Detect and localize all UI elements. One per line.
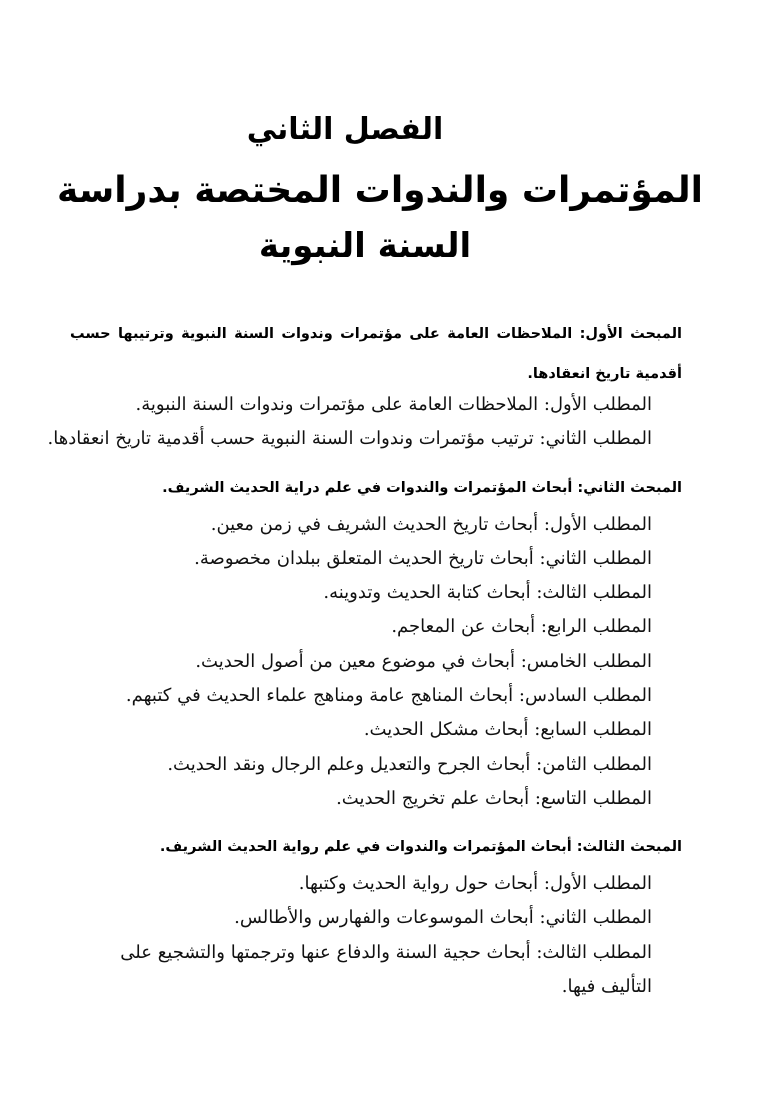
section-2-item-4: المطلب الرابع: أبحاث عن المعاجم.: [391, 616, 652, 637]
item-label: المطلب الرابع: [546, 616, 652, 637]
chapter-label: الفصل الثاني: [246, 112, 444, 147]
section-2-item-6: المطلب السادس: أبحاث المناهج عامة ومناهج علماء الحديث في كتبهم.: [125, 685, 652, 706]
section-2-item-8: المطلب الثامن: أبحاث الجرح والتعديل وعلم الرجال ونقد الحديث.: [167, 754, 652, 775]
item-label: المطلب الأول: [549, 394, 652, 415]
item-text: أبحاث تاريخ الحديث المتعلق ببلدان مخصوصة.: [194, 548, 534, 569]
item-text: الملاحظات العامة على مؤتمرات وندوات السنة النبوية.: [135, 394, 539, 415]
item-text: أبحاث حول رواية الحديث وكتبها.: [298, 873, 539, 894]
section-2-item-7: المطلب السابع: أبحاث مشكل الحديث.: [363, 719, 652, 740]
section-heading-3: المبحث الثالث: أبحاث المؤتمرات والندوات في علم رواية الحديث الشريف.: [159, 839, 682, 855]
item-label: المطلب الثالث: [542, 942, 652, 963]
item-label: المطلب السادس: [524, 685, 652, 706]
item-text: أبحاث مشكل الحديث.: [363, 719, 529, 740]
item-text: أبحاث كتابة الحديث وتدوينه.: [323, 582, 531, 603]
item-text: أبحاث تاريخ الحديث الشريف في زمن معين.: [210, 514, 539, 535]
item-text: أبحاث الموسوعات والفهارس والأطالس.: [234, 907, 534, 928]
item-label: المطلب السابع: [540, 719, 652, 740]
section-3-item-3: المطلب الثالث: أبحاث حجية السنة والدفاع عنها وترجمتها والتشجيع على التأليف فيها.: [120, 942, 652, 997]
section-1-item-1: المطلب الأول: الملاحظات العامة على مؤتمرات وندوات السنة النبوية.: [135, 394, 652, 415]
item-label: المطلب الثاني: [545, 548, 652, 569]
item-text: أبحاث المناهج عامة ومناهج علماء الحديث في كتبهم.: [125, 685, 514, 706]
item-label: المطلب الثاني: [545, 428, 652, 449]
item-label: المطلب الثامن: [542, 754, 652, 775]
item-label: المطلب الأول: [549, 514, 652, 535]
section-3-item-1: المطلب الأول: أبحاث حول رواية الحديث وكتبها.: [298, 873, 652, 894]
item-text: أبحاث الجرح والتعديل وعلم الرجال ونقد الحديث.: [167, 754, 531, 775]
section-2-item-2: المطلب الثاني: أبحاث تاريخ الحديث المتعلق ببلدان مخصوصة.: [194, 548, 652, 569]
chapter-title-line-2: السنة النبوية: [258, 226, 472, 266]
item-text: أبحاث علم تخريج الحديث.: [336, 788, 530, 809]
section-2-item-9: المطلب التاسع: أبحاث علم تخريج الحديث.: [336, 788, 652, 809]
item-label: المطلب الثالث: [542, 582, 652, 603]
item-label: المطلب الثاني: [545, 907, 652, 928]
item-text: أبحاث عن المعاجم.: [391, 616, 536, 637]
section-heading-2: المبحث الثاني: أبحاث المؤتمرات والندوات في علم دراية الحديث الشريف.: [162, 480, 682, 496]
section-2-item-3: المطلب الثالث: أبحاث كتابة الحديث وتدوينه.: [323, 582, 652, 603]
item-text: أبحاث حجية السنة والدفاع عنها وترجمتها والتشجيع على التأليف فيها.: [120, 942, 652, 997]
item-text: ترتيب مؤتمرات وندوات السنة النبوية حسب أقدمية تاريخ انعقادها.: [47, 428, 534, 449]
section-heading-1: المبحث الأول: الملاحظات العامة على مؤتمرات وندوات السنة النبوية وترتيبها حسب أقدمية تاريخ انعقادها.: [70, 326, 682, 382]
section-3-item-2: المطلب الثاني: أبحاث الموسوعات والفهارس والأطالس.: [234, 907, 652, 928]
item-label: المطلب التاسع: [540, 788, 652, 809]
section-1-item-2: المطلب الثاني: ترتيب مؤتمرات وندوات السنة النبوية حسب أقدمية تاريخ انعقادها.: [47, 428, 652, 449]
item-text: أبحاث في موضوع معين من أصول الحديث.: [195, 651, 515, 672]
item-label: المطلب الخامس: [526, 651, 652, 672]
section-2-item-1: المطلب الأول: أبحاث تاريخ الحديث الشريف في زمن معين.: [210, 514, 652, 535]
chapter-title-line-1: المؤتمرات والندوات المختصة بدراسة: [57, 170, 703, 211]
section-2-item-5: المطلب الخامس: أبحاث في موضوع معين من أصول الحديث.: [195, 651, 652, 672]
item-label: المطلب الأول: [549, 873, 652, 894]
